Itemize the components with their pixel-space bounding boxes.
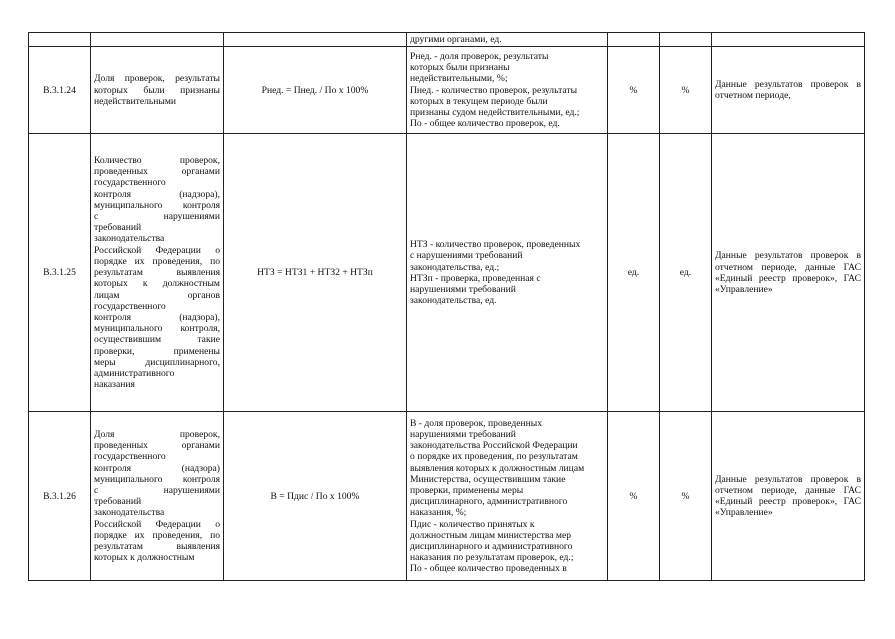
formula-description-line: По - общее количество проверок, ед. (410, 118, 560, 130)
indicator-name-cell (91, 33, 224, 47)
formula-description-line: законодательства, ед. (410, 295, 497, 307)
unit-cell: ед. (660, 134, 712, 412)
formula-cell (224, 33, 407, 47)
indicator-name-line: которых к должностным (94, 278, 220, 290)
table-row (29, 134, 865, 412)
unit-cell: % (660, 412, 712, 581)
indicator-name-line: контроля (надзора), (94, 311, 220, 323)
indicator-name-line: с нарушениями (94, 485, 220, 496)
indicator-name-line: проведенных органами (94, 440, 220, 452)
formula-description-line: о порядке их проведения, по результатам (410, 451, 578, 463)
formula-description-line: проверки, применены меры (410, 485, 524, 496)
formula-description-line: НТЗп - проверка, проведенная с (410, 272, 541, 284)
formula-cell: НТЗ = НТЗ1 + НТЗ2 + НТЗп (224, 134, 407, 412)
indicator-name-line: законодательства (94, 233, 165, 245)
indicator-name-line: муниципального контроля, (94, 323, 220, 335)
formula-description-line: наказания по результатам проверок, ед.; (410, 552, 574, 564)
indicator-name-line: административного (94, 367, 175, 379)
indicator-code-cell (29, 33, 91, 47)
indicator-name-line: законодательства (94, 507, 165, 519)
indicators-table (28, 32, 865, 581)
formula-description-line: Рнед. - доля проверок, результаты (410, 50, 549, 62)
indicator-name-line: государственного (94, 451, 166, 463)
formula-description-line: НТЗ - количество проверок, проведенных (410, 239, 581, 251)
formula-description-line: законодательства Российской Федерации (410, 440, 578, 452)
indicator-name-line: лицам органов (94, 289, 220, 301)
formula-description-cell (407, 47, 608, 134)
indicator-name-line: проведенных органами (94, 166, 220, 178)
indicator-name-line: муниципального контроля (94, 473, 220, 485)
table-row (29, 33, 865, 47)
indicator-name-line: Доля проверок, (94, 428, 220, 440)
indicator-name-line: Российской Федерации о (94, 518, 220, 530)
formula-description-line: наказания, %; (410, 507, 467, 519)
unit-cell (660, 33, 712, 47)
indicator-name-line: требований (94, 496, 142, 508)
formula-description-line: дисциплинарного, административного (410, 496, 568, 508)
indicator-name-line: с нарушениями (94, 211, 220, 223)
formula-description-line: которых в текущем периоде были (410, 95, 548, 107)
unit-cell (608, 33, 660, 47)
indicator-name-line: которых были признаны (94, 84, 220, 96)
formula-description-line: должностным лицам министерства мер (410, 529, 572, 541)
indicator-name-line: которых к должностным (94, 552, 195, 564)
formula-description-cell (407, 134, 608, 412)
indicator-name-line: результатам выявления (94, 267, 220, 279)
formula-description-cell (407, 412, 608, 581)
table-row (29, 47, 865, 134)
formula-description-line: выявления которых к должностным лицам (410, 462, 585, 474)
formula-description-line: Пнед. - количество проверок, результаты (410, 84, 578, 96)
formula-cell: В = Пдис / По х 100% (224, 412, 407, 581)
indicator-name-cell (91, 134, 224, 412)
indicator-code-cell: B.3.1.24 (29, 47, 91, 134)
formula-description-line: недействительными, %; (410, 73, 508, 85)
indicator-name-cell (91, 412, 224, 581)
indicator-name-line: Количество проверок, (94, 155, 220, 167)
unit-cell: ед. (608, 134, 660, 412)
indicator-code-cell: B.3.1.25 (29, 134, 91, 412)
formula-description-line: дисциплинарного и административного (410, 541, 573, 553)
formula-description-line: другими органами, ед. (410, 34, 502, 45)
formula-description-line: В - доля проверок, проведенных (410, 417, 543, 429)
formula-description-line: законодательства, ед.; (410, 261, 500, 273)
indicator-name-line: осуществившим такие (94, 334, 220, 346)
indicator-name-line: меры дисциплинарного, (94, 356, 220, 368)
indicator-name-line: порядке их проведения, по (94, 255, 220, 267)
indicator-name-line: порядке их проведения, по (94, 529, 220, 541)
table-row (29, 412, 865, 581)
data-source-cell (712, 33, 865, 47)
indicator-name-line: наказания (94, 379, 135, 391)
unit-cell: % (660, 47, 712, 134)
indicator-name-line: результатам выявления (94, 541, 220, 553)
indicator-name-line: контроля (надзора), (94, 188, 220, 200)
indicator-name-line: муниципального контроля (94, 199, 220, 211)
formula-description-line: Пдис - количество принятых к (410, 518, 535, 530)
formula-description-line: нарушениями требований (410, 283, 516, 295)
formula-description-line: признаны судом недействительными, ед.; (410, 107, 580, 118)
unit-cell: % (608, 47, 660, 134)
formula-description-line: которых были признаны (410, 62, 510, 74)
formula-description-line: нарушениями требований (410, 428, 516, 440)
indicator-name-line: проверки, применены (94, 345, 220, 357)
formula-description-cell (407, 33, 608, 47)
indicator-code-cell: B.3.1.26 (29, 412, 91, 581)
formula-description-line: с нарушениями требований (410, 250, 523, 262)
indicator-name-cell (91, 47, 224, 134)
formula-description-line: Министерства, осуществившим такие (410, 473, 566, 485)
indicator-name-line: требований (94, 222, 142, 234)
formula-cell: Рнед. = Пнед. / По х 100% (224, 47, 407, 134)
indicator-name-line: государственного (94, 300, 166, 312)
indicator-name-line: Российской Федерации о (94, 244, 220, 256)
indicator-name-line: Доля проверок, результаты (94, 73, 220, 85)
formula-description-line: По - общее количество проведенных в (410, 563, 567, 575)
unit-cell: % (608, 412, 660, 581)
indicator-name-line: государственного (94, 177, 166, 189)
indicator-name-line: недействительными (94, 95, 177, 107)
data-source-cell: Данные результатов проверок в отчетном периоде, (712, 47, 865, 134)
data-source-cell: Данные результатов проверок в отчетном периоде, данные ГАС «Единый реестр проверок», ГАС «Управление» (712, 412, 865, 581)
data-source-cell: Данные результатов проверок в отчетном периоде, данные ГАС «Единый реестр проверок», ГАС «Управление» (712, 134, 865, 412)
indicator-name-line: контроля (надзора) (94, 462, 220, 474)
